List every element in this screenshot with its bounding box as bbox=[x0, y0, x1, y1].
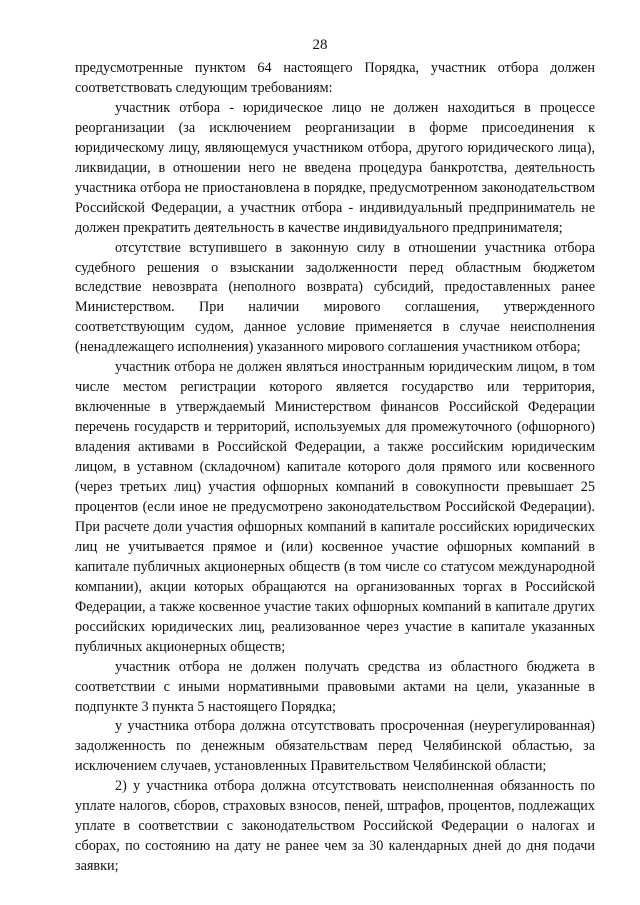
paragraph-budget-funds-requirement: участник отбора не должен получать средства из областного бюджета в соответствии с иными нормативными правовыми актами на цели, указанные в подпункте 3 пункта 5 настоящего Порядка; bbox=[75, 658, 595, 715]
page-number: 28 bbox=[312, 37, 328, 53]
paragraph-tax-obligation-requirement: 2) у участника отбора должна отсутствовать неисполненная обязанность по уплате налогов, сборов, страховых взносов, пеней, штрафов, процентов, подлежащих уплате в соответствии с законодательством Российской Федерации о налогах и сборах, по состоянию на дату не ранее чем за 30 календарных дней до дня подачи заявки; bbox=[75, 778, 595, 875]
paragraph-foreign-entity-requirement: участник отбора не должен являться иностранным юридическим лицом, в том числе местом регистрации которого является государство или территория, включенные в утверждаемый Министерством финансов Российской Федерации перечень государств и территорий, используемых для промежуточного (офшорного) владения активами в Российской Федерации, а также российским юридическим лицом, в уставном (складочном) капитале которого доля прямого или косвенного (через третьих лиц) участия офшорных компаний в совокупности превышает 25 процентов (если иное не предусмотрено законодательством Российской Федерации). При расчете доли участия офшорных компаний в капитале российских юридических лиц не учитывается прямое и (или) косвенное участие офшорных компаний в капитале публичных акционерных обществ (в том числе со статусом международной компании), акции которых обращаются на организованных торгах в Российской Федерации, а также косвенное участие таких офшорных компаний в капитале других российских юридических лиц, реализованное через участие в капитале указанных публичных акционерных обществ; bbox=[75, 359, 595, 655]
paragraph-intro: предусмотренные пунктом 64 настоящего Порядка, участник отбора должен соответствовать следующим требованиям: bbox=[75, 60, 595, 96]
paragraph-reorganization-requirement: участник отбора - юридическое лицо не должен находиться в процессе реорганизации (за исключением реорганизации в форме присоединения к юридическому лицу, являющемуся участником отбора, другого юридического лица), ликвидации, в отношении него не введена процедура банкротства, деятельность участника отбора не приостановлена в порядке, предусмотренном законодательством Российской Федерации, а участник отбора - индивидуальный предприниматель не должен прекратить деятельность в качестве индивидуального предпринимателя; bbox=[75, 99, 595, 236]
paragraph-debt-requirement: у участника отбора должна отсутствовать просроченная (неурегулированная) задолженность по денежным обязательствам перед Челябинской областью, за исключением случаев, установленных Правительством Челябинской области; bbox=[75, 718, 595, 775]
document-body bbox=[75, 59, 595, 877]
paragraph-court-decision-requirement: отсутствие вступившего в законную силу в отношении участника отбора судебного решения о взыскании задолженности перед областным бюджетом вследствие невозврата (неполного возврата) субсидий, предоставленных ранее Министерством. При наличии мирового соглашения, утвержденного соответствующим судом, данное условие применяется в случае неисполнения (ненадлежащего исполнения) указанного мирового соглашения участником отбора; bbox=[75, 239, 595, 356]
